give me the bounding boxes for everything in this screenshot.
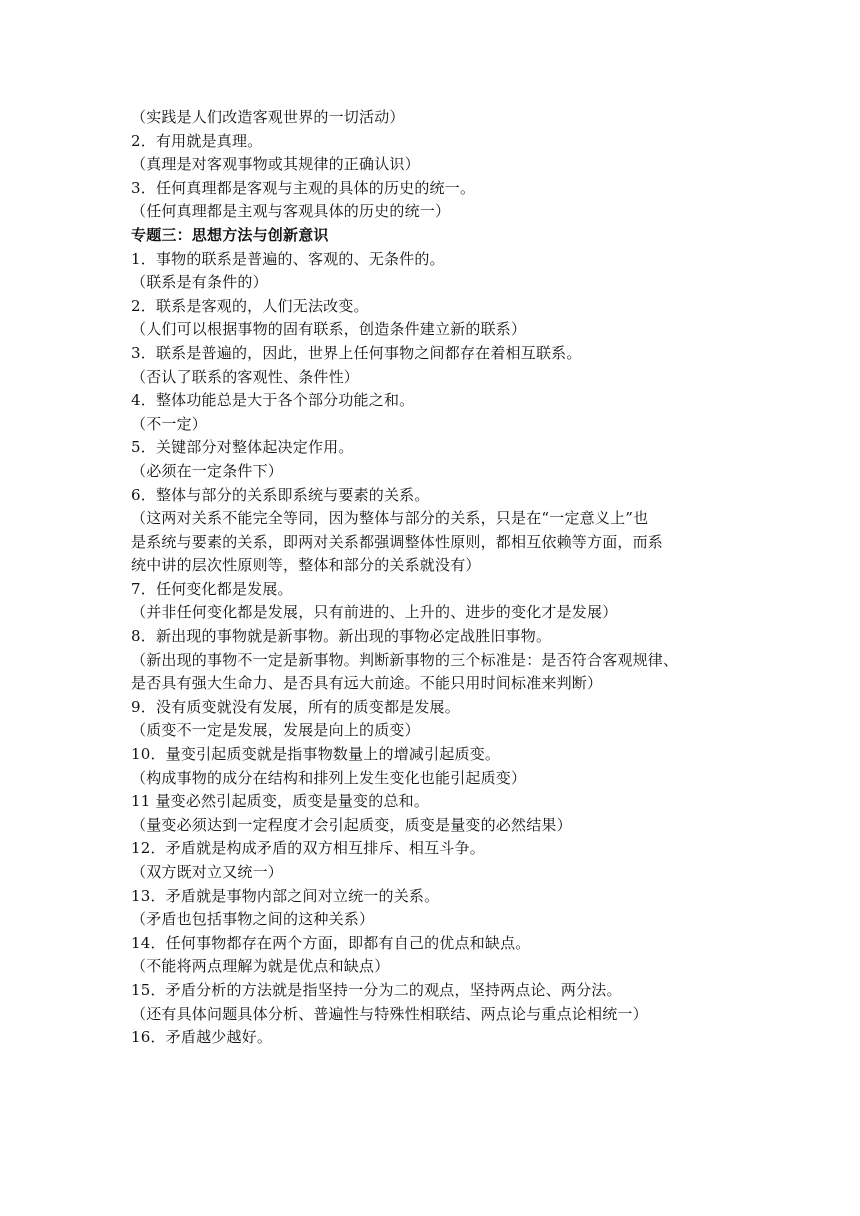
paragraph-line: （这两对关系不能完全等同，因为整体与部分的关系，只是在“一定意义上”也 xyxy=(131,509,649,528)
text-line: 10．量变引起质变就是指事物数量上的增减引起质变。 xyxy=(131,745,501,764)
text-line: （实践是人们改造客观世界的一切活动） xyxy=(131,108,405,126)
paragraph-line: 是否具有强大生命力、是否具有远大前途。不能只用时间标准来判断） xyxy=(131,674,603,693)
text-line: 12．矛盾就是构成矛盾的双方相互排斥、相互斗争。 xyxy=(131,839,485,858)
text-line: 16．矛盾越少越好。 xyxy=(131,1028,273,1047)
text-line: 1．事物的联系是普遍的、客观的、无条件的。 xyxy=(131,249,445,268)
text-line: 15．矛盾分析的方法就是指坚持一分为二的观点，坚持两点论、两分法。 xyxy=(131,980,622,999)
paragraph-line: 是系统与要素的关系，即两对关系都强调整体性原则，都相互依赖等方面，而系 xyxy=(131,532,664,551)
text-line: 2．联系是客观的，人们无法改变。 xyxy=(131,296,369,315)
text-line: （必须在一定条件下） xyxy=(131,461,284,480)
text-line: （不一定） xyxy=(131,414,208,433)
text-line: 11 量变必然引起质变，质变是量变的总和。 xyxy=(131,792,430,811)
text-line: （真理是对客观事物或其规律的正确认识） xyxy=(131,155,420,174)
text-line: 13．矛盾就是事物内部之间对立统一的关系。 xyxy=(131,886,440,905)
text-line: （任何真理都是主观与客观具体的历史的统一） xyxy=(131,202,451,221)
text-line: （量变必须达到一定程度才会引起质变，质变是量变的必然结果） xyxy=(131,815,572,834)
text-line: （双方既对立又统一） xyxy=(131,863,284,881)
text-line: （并非任何变化都是发展，只有前进的、上升的、进步的变化才是发展） xyxy=(131,603,618,622)
text-line: 7．任何变化都是发展。 xyxy=(131,579,293,598)
paragraph-line: 统中讲的层次性原则等，整体和部分的关系就没有） xyxy=(131,556,481,575)
text-line: （人们可以根据事物的固有联系，创造条件建立新的联系） xyxy=(131,320,527,339)
text-line: （不能将两点理解为就是优点和缺点） xyxy=(131,957,390,976)
text-line: 3．任何真理都是客观与主观的具体的历史的统一。 xyxy=(131,178,476,197)
text-line: 9．没有质变就没有发展，所有的质变都是发展。 xyxy=(131,697,460,716)
text-line: （还有具体问题具体分析、普遍性与特殊性相联结、两点论与重点论相统一） xyxy=(131,1004,648,1023)
text-line: （质变不一定是发展，发展是向上的质变） xyxy=(131,721,420,740)
document-page xyxy=(131,106,731,1050)
text-line: （矛盾也包括事物之间的这种关系） xyxy=(131,910,375,929)
section-title: 专题三：思想方法与创新意识 xyxy=(131,225,329,244)
text-line: 8．新出现的事物就是新事物。新出现的事物必定战胜旧事物。 xyxy=(131,627,552,646)
text-line: 5．关键部分对整体起决定作用。 xyxy=(131,438,354,457)
text-line: （联系是有条件的） xyxy=(131,273,268,292)
text-line: 6．整体与部分的关系即系统与要素的关系。 xyxy=(131,485,430,504)
text-line: （否认了联系的客观性、条件性） xyxy=(131,367,360,386)
text-line: 14．任何事物都存在两个方面，即都有自己的优点和缺点。 xyxy=(131,933,531,952)
text-line: 3．联系是普遍的，因此，世界上任何事物之间都存在着相互联系。 xyxy=(131,343,582,362)
text-line: 2．有用就是真理。 xyxy=(131,131,263,150)
paragraph-line: （新出现的事物不一定是新事物。判断新事物的三个标准是：是否符合客观规律、 xyxy=(131,650,679,669)
text-line: （构成事物的成分在结构和排列上发生变化也能引起质变） xyxy=(131,768,527,787)
text-line: 4．整体功能总是大于各个部分功能之和。 xyxy=(131,391,415,410)
